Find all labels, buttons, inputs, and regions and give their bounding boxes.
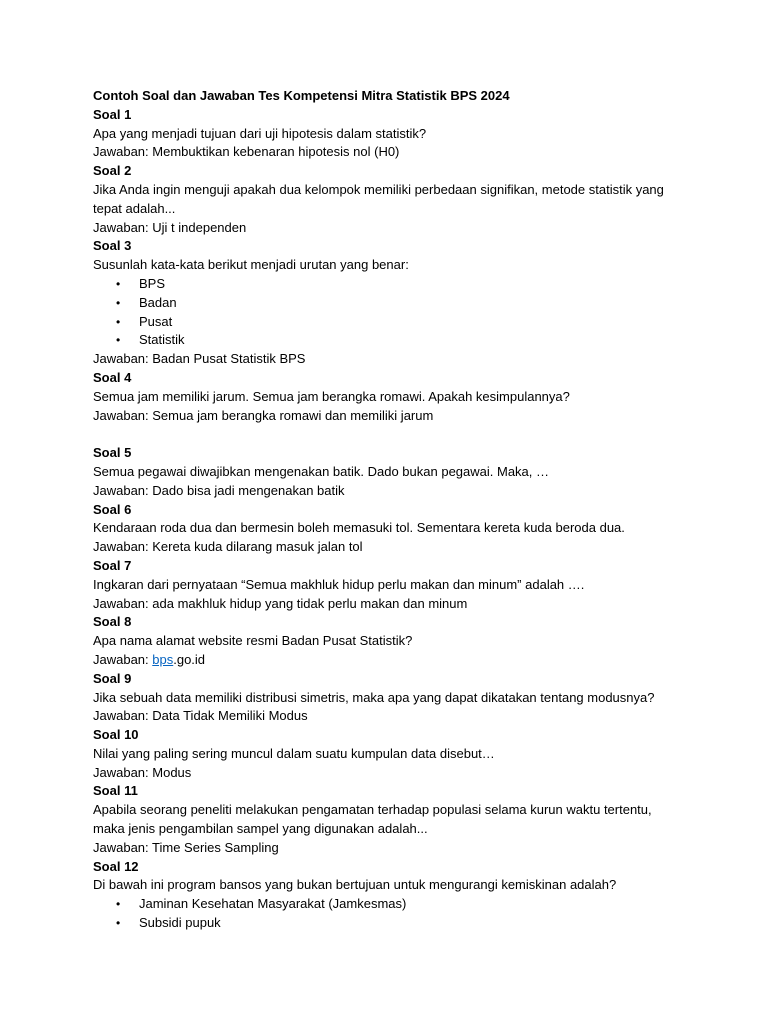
answer-text: Jawaban: Kereta kuda dilarang masuk jalan tol <box>93 539 363 555</box>
answer-suffix: .go.id <box>173 651 206 667</box>
list-item-text: Pusat <box>139 313 173 329</box>
list-item <box>93 294 693 313</box>
bullet-list <box>93 895 693 933</box>
list-item <box>93 313 693 332</box>
question-label: Soal 4 <box>93 369 132 385</box>
document-title: Contoh Soal dan Jawaban Tes Kompetensi Mitra Statistik BPS 2024 <box>93 88 510 103</box>
list-item <box>93 895 693 914</box>
question-text: Semua pegawai diwajibkan mengenakan batik. Dado bukan pegawai. Maka, … <box>93 463 550 479</box>
list-item <box>93 275 693 294</box>
question-text: Apa yang menjadi tujuan dari uji hipotesis dalam statistik? <box>93 125 427 141</box>
document-page <box>93 87 693 933</box>
list-item <box>93 331 693 350</box>
bullet-list <box>93 275 693 350</box>
question-text: Jika sebuah data memiliki distribusi simetris, maka apa yang dapat dikatakan tentang modusnya? <box>93 689 655 705</box>
bullet-icon: • <box>116 314 121 329</box>
bps-website-link[interactable]: bps <box>152 651 174 667</box>
answer-text <box>93 651 693 670</box>
answer-text: Jawaban: Data Tidak Memiliki Modus <box>93 708 308 724</box>
question-text: Apabila seorang peneliti melakukan pengamatan terhadap populasi selama kurun waktu tertentu, <box>93 802 652 818</box>
question-label: Soal 2 <box>93 163 132 179</box>
question-label: Soal 3 <box>93 238 132 254</box>
list-item-text: BPS <box>139 275 166 291</box>
question-text: Jika Anda ingin menguji apakah dua kelompok memiliki perbedaan signifikan, metode statistik yang <box>93 181 664 197</box>
bullet-icon: • <box>116 295 121 310</box>
list-item-text: Jaminan Kesehatan Masyarakat (Jamkesmas) <box>139 896 407 912</box>
question-label: Soal 10 <box>93 727 139 743</box>
list-item <box>93 914 693 933</box>
question-text: Susunlah kata-kata berikut menjadi urutan yang benar: <box>93 257 409 273</box>
blank-line <box>93 425 693 444</box>
question-label: Soal 11 <box>93 783 138 799</box>
bullet-icon: • <box>116 276 121 291</box>
question-text-continued: maka jenis pengambilan sampel yang digunakan adalah... <box>93 821 428 837</box>
answer-text: Jawaban: Membuktikan kebenaran hipotesis nol (H0) <box>93 144 400 160</box>
question-text: Di bawah ini program bansos yang bukan bertujuan untuk mengurangi kemiskinan adalah? <box>93 877 617 893</box>
list-item-text: Badan <box>139 294 177 310</box>
answer-text: Jawaban: Uji t independen <box>93 219 247 235</box>
question-text: Nilai yang paling sering muncul dalam suatu kumpulan data disebut… <box>93 745 495 761</box>
answer-prefix: Jawaban: <box>93 651 153 667</box>
question-text: Apa nama alamat website resmi Badan Pusat Statistik? <box>93 633 413 649</box>
question-label: Soal 1 <box>93 106 132 122</box>
question-label: Soal 8 <box>93 614 132 630</box>
question-label: Soal 12 <box>93 858 139 874</box>
answer-text: Jawaban: Semua jam berangka romawi dan memiliki jarum <box>93 407 434 423</box>
question-text-continued: tepat adalah... <box>93 200 176 216</box>
question-label: Soal 5 <box>93 445 132 461</box>
list-item-text: Statistik <box>139 332 185 348</box>
question-text: Kendaraan roda dua dan bermesin boleh memasuki tol. Sementara kereta kuda beroda dua. <box>93 520 625 536</box>
answer-text: Jawaban: Badan Pusat Statistik BPS <box>93 351 306 367</box>
question-text: Ingkaran dari pernyataan “Semua makhluk hidup perlu makan dan minum” adalah …. <box>93 576 585 592</box>
answer-text: Jawaban: Modus <box>93 764 192 780</box>
question-label: Soal 6 <box>93 501 132 517</box>
answer-text: Jawaban: Time Series Sampling <box>93 839 279 855</box>
bullet-icon: • <box>116 333 121 348</box>
list-item-text: Subsidi pupuk <box>139 915 221 931</box>
question-text: Semua jam memiliki jarum. Semua jam berangka romawi. Apakah kesimpulannya? <box>93 388 570 404</box>
answer-text: Jawaban: ada makhluk hidup yang tidak perlu makan dan minum <box>93 595 468 611</box>
question-label: Soal 7 <box>93 557 132 573</box>
answer-text: Jawaban: Dado bisa jadi mengenakan batik <box>93 482 345 498</box>
bullet-icon: • <box>116 916 121 931</box>
question-label: Soal 9 <box>93 670 132 686</box>
bullet-icon: • <box>116 897 121 912</box>
